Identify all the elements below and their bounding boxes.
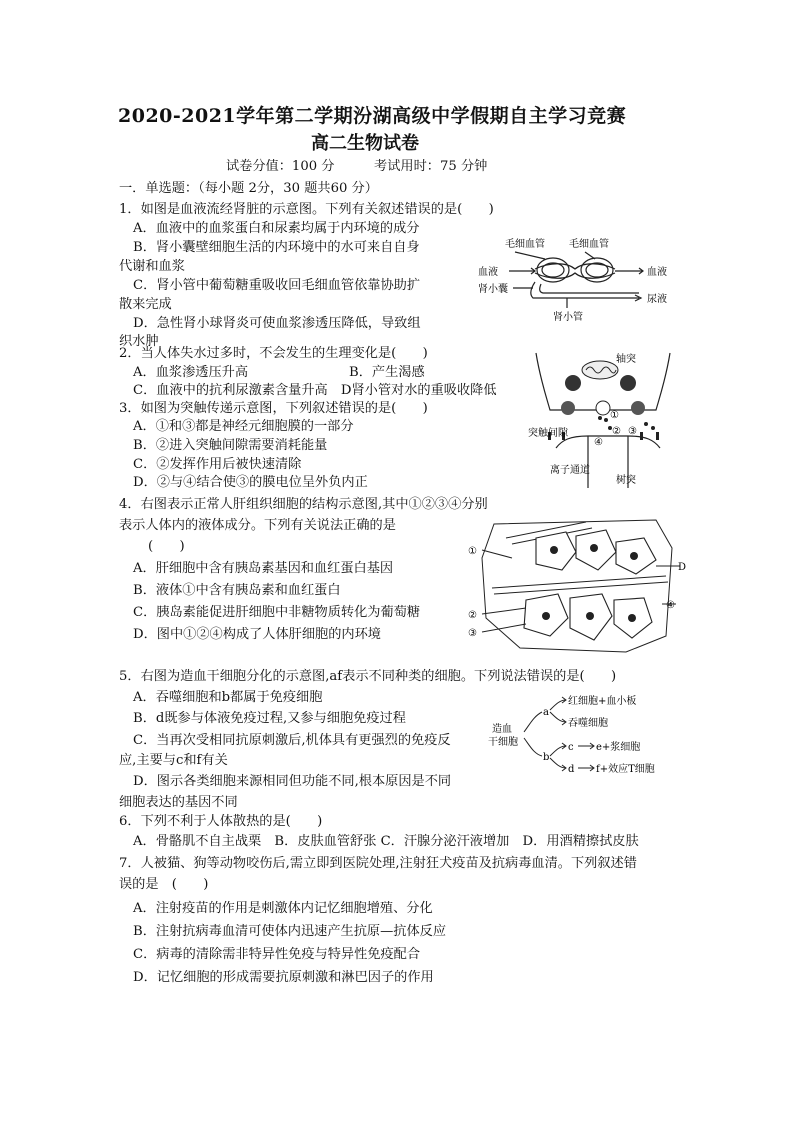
fig4-label-D: D — [678, 562, 686, 573]
q5-option-d-cont: 细胞表达的基因不同 — [119, 795, 238, 810]
kidney-diagram — [475, 232, 695, 324]
q3-stem: 3．如图为突触传递示意图，下列叙述错误的是( ) — [119, 401, 428, 416]
fig3-cleft-label: 突触间隙 — [528, 428, 568, 439]
q1-option-c-cont: 散来完成 — [119, 297, 172, 312]
q4-option-a: A．肝细胞中含有胰岛素基因和血红蛋白基因 — [133, 561, 394, 576]
vesicle — [561, 401, 575, 415]
q4-paren: ( ) — [148, 539, 185, 554]
q7-option-a: A．注射疫苗的作用是刺激体内记忆细胞增殖、分化 — [133, 901, 433, 916]
q4-stem: 4．右图表示正常人肝组织细胞的结构示意图,其中①②③④分别 — [119, 497, 488, 512]
q1-option-d: D．急性肾小球肾炎可使血浆渗透压降低，导致组 — [133, 316, 421, 331]
fig1-capillary-label-1: 毛细血管 — [505, 239, 545, 250]
exam-title: 2020-2021学年第二学期汾湖高级中学假期自主学习竞赛 — [118, 105, 627, 127]
fig3-label-3: ③ — [628, 426, 637, 437]
q3-option-d: D．②与④结合使③的膜电位呈外负内正 — [133, 475, 368, 490]
fig1-blood-in-label: 血液 — [478, 267, 498, 278]
fig5-d-output-label: f+效应T细胞 — [596, 764, 655, 775]
q4-option-b: B．液体①中含有胰岛素和血红蛋白 — [133, 583, 341, 598]
vesicle — [565, 375, 581, 391]
q2-stem: 2．当人体失水过多时，不会发生的生理变化是( ) — [119, 346, 428, 361]
fig5-label-b: b — [543, 752, 550, 763]
q1-stem: 1．如图是血液流经肾脏的示意图。下列有关叙述错误的是( ) — [119, 202, 494, 217]
q2-option-b: B．产生渴感 — [349, 365, 425, 380]
vesicle — [631, 401, 645, 415]
fig1-tubule-label: 肾小管 — [553, 312, 583, 323]
q7-option-d: D．记忆细胞的形成需要抗原刺激和淋巴因子的作用 — [133, 970, 434, 985]
fig3-label-4: ④ — [594, 437, 603, 448]
fig3-channel-label: 离子通道 — [550, 465, 590, 476]
section-heading: 一．单选题：（每小题 2分，30 题共60 分） — [119, 181, 378, 196]
fig5-label-a: a — [543, 707, 549, 718]
vesicle — [596, 401, 610, 415]
q1-option-a: A．血液中的血浆蛋白和尿素均属于内环境的成分 — [133, 221, 420, 236]
q6-options: A．骨骼肌不自主战栗 B．皮肤血管舒张 C．汗腺分泌汗液增加 D．用酒精擦拭皮肤 — [133, 834, 639, 849]
q7-option-c: C．病毒的清除需非特异性免疫与特异性免疫配合 — [133, 947, 421, 962]
mitochondrion — [582, 361, 618, 379]
q1-option-c: C．肾小管中葡萄糖重吸收回毛细血管依靠协助扩 — [133, 278, 421, 293]
fig4-label-1: ① — [468, 546, 477, 557]
fig1-capillary-label-2: 毛细血管 — [569, 239, 609, 250]
renal-tubule — [531, 282, 639, 298]
q5-option-d: D．图示各类细胞来源相同但功能不同,根本原因是不同 — [133, 774, 452, 789]
q3-option-b: B．②进入突触间隙需要消耗能量 — [133, 438, 328, 453]
fig3-label-2: ② — [612, 426, 621, 437]
fig5-stem-cell-line1: 造血 — [492, 724, 512, 735]
q7-stem: 7．人被猫、狗等动物咬伤后,需立即到医院处理,注射狂犬疫苗及抗病毒血清。下列叙述错 — [119, 856, 637, 871]
q4-option-c: C．胰岛素能促进肝细胞中非糖物质转化为葡萄糖 — [133, 605, 421, 620]
q5-option-b: B．d既参与体液免疫过程,又参与细胞免疫过程 — [133, 711, 406, 726]
exam-info: 试卷分值：100 分 考试用时：75 分钟 — [226, 159, 488, 174]
q7-stem-cont: 误的是 ( ) — [119, 877, 209, 892]
q2-option-cd: C．血液中的抗利尿激素含量升高 D肾小管对水的重吸收降低 — [133, 383, 497, 398]
q5-option-c-cont: 应,主要与c和f有关 — [119, 753, 228, 768]
synapse-diagram — [528, 348, 688, 490]
fig5-c-output-label: e+浆细胞 — [596, 742, 641, 753]
q4-option-d: D．图中①②④构成了人体肝细胞的内环境 — [133, 627, 381, 642]
q1-option-b-cont: 代谢和血浆 — [119, 259, 185, 274]
q6-stem: 6．下列不利于人体散热的是( ) — [119, 814, 323, 829]
q2-option-a: A．血浆渗透压升高 — [133, 365, 249, 380]
fig3-label-1: ① — [610, 410, 619, 421]
q7-option-b: B．注射抗病毒血清可使体内迅速产生抗原—抗体反应 — [133, 924, 447, 939]
q4-stem-cont: 表示人体内的液体成分。下列有关说法正确的是 — [119, 518, 396, 533]
liver-tissue-diagram — [466, 518, 686, 656]
q5-option-c: C．当再次受相同抗原刺激后,机体具有更强烈的免疫反 — [133, 733, 451, 748]
fig1-blood-out-label: 血液 — [647, 267, 667, 278]
fig5-stem-cell-line2: 干细胞 — [488, 737, 518, 748]
fig5-label-d: d — [568, 764, 575, 775]
exam-subtitle: 高二生物试卷 — [311, 133, 419, 154]
q1-option-d-cont: 织水肿 — [119, 334, 159, 349]
fig4-label-3: ③ — [468, 628, 477, 639]
fig3-dendrite-label: 树突 — [616, 475, 636, 486]
q1-option-b: B．肾小囊壁细胞生活的内环境中的水可来自自身 — [133, 240, 420, 255]
fig4-label-2: ② — [468, 610, 477, 621]
q5-stem: 5．右图为造血干细胞分化的示意图,af表示不同种类的细胞。下列说法错误的是( ) — [119, 669, 617, 684]
fig5-rbc-label: 红细胞+血小板 — [568, 696, 637, 707]
dendrite-membrane — [556, 436, 660, 448]
fig1-urine-label: 尿液 — [647, 294, 667, 305]
fig4-label-4: ④ — [666, 600, 675, 611]
hematopoiesis-diagram — [486, 690, 676, 776]
fig3-axon-label: 轴突 — [616, 354, 636, 365]
q5-option-a: A．吞噬细胞和b都属于免疫细胞 — [133, 690, 323, 705]
fig1-capsule-label: 肾小囊 — [478, 284, 508, 295]
fig5-label-c: c — [568, 742, 574, 753]
q3-option-a: A．①和③都是神经元细胞膜的一部分 — [133, 419, 354, 434]
fig5-phagocyte-label: 吞噬细胞 — [568, 718, 608, 729]
vesicle — [620, 375, 636, 391]
q3-option-c: C．②发挥作用后被快速清除 — [133, 457, 302, 472]
